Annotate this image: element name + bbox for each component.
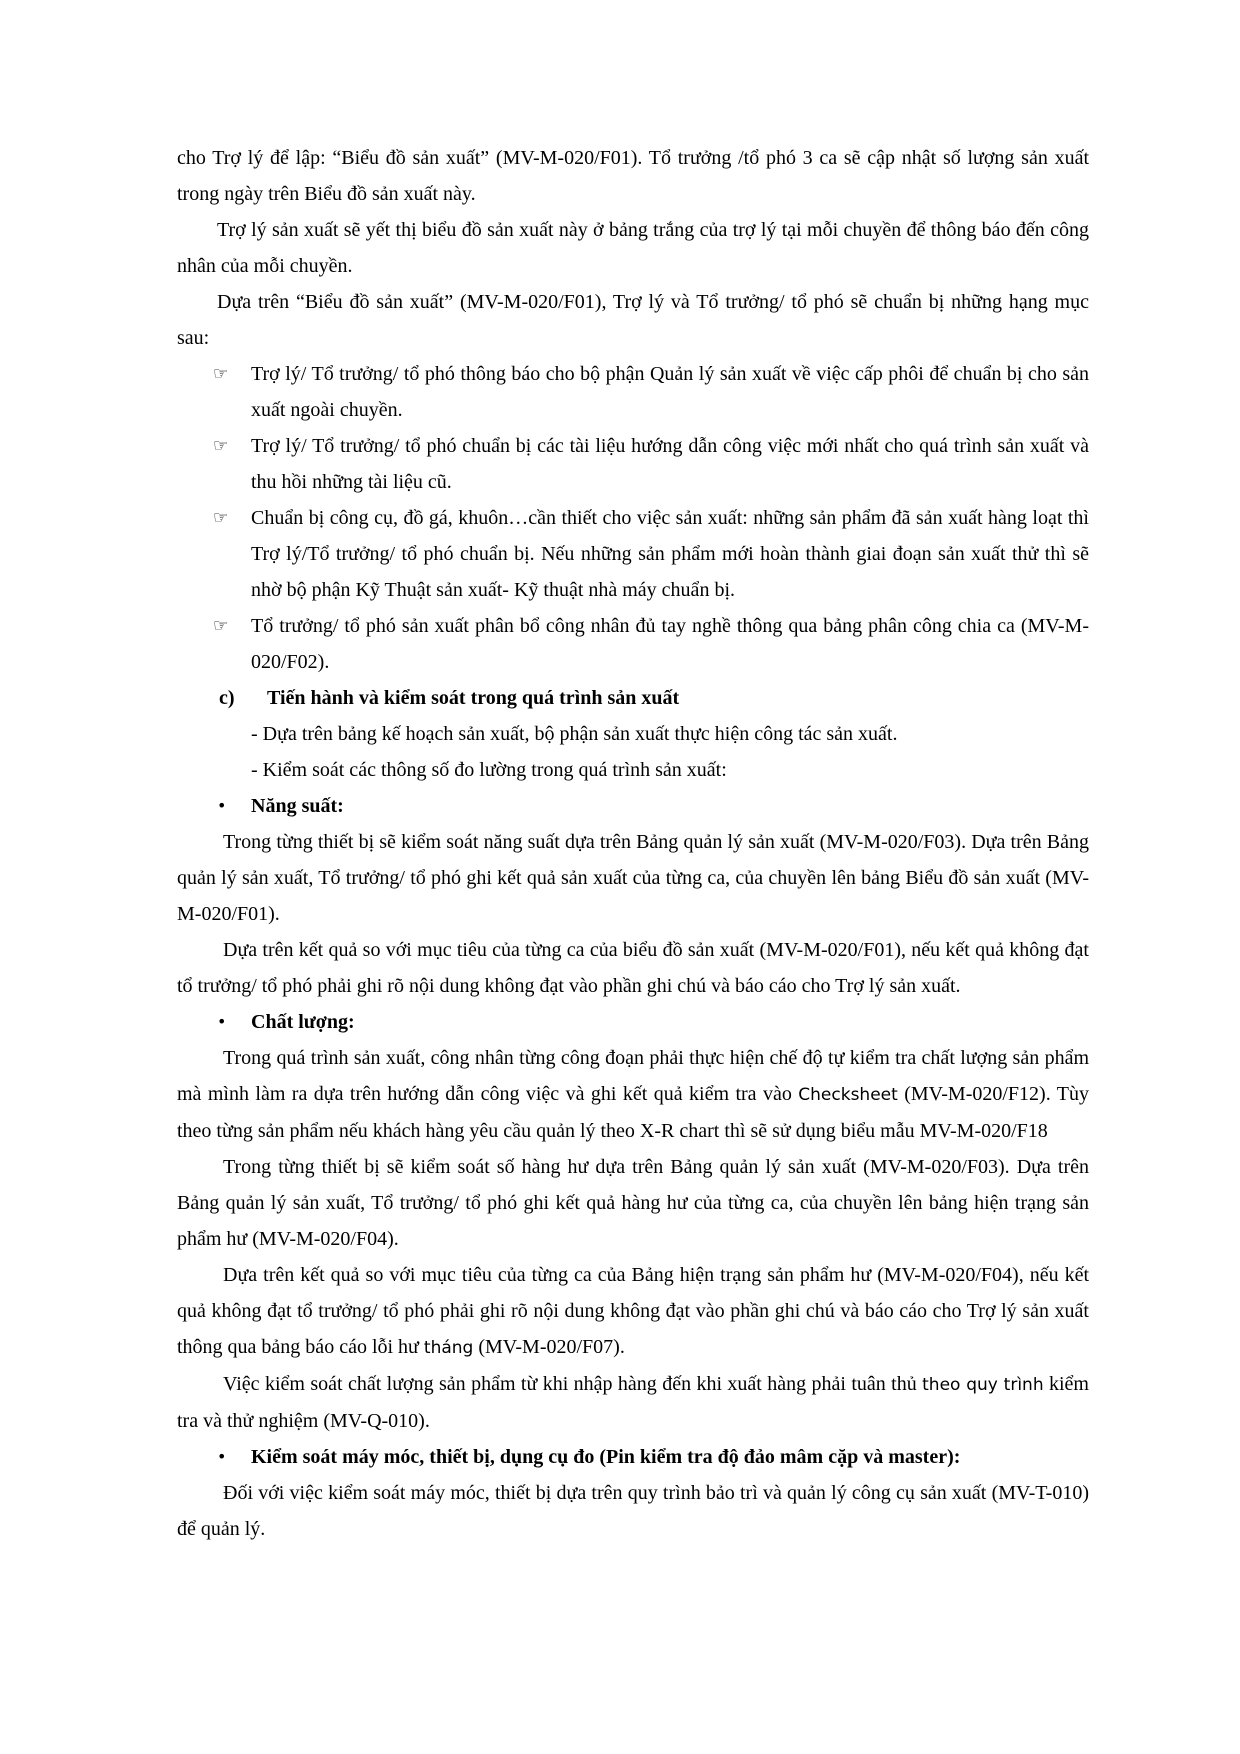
paragraph bbox=[177, 1040, 1089, 1149]
text-run: (MV-M-020/F12). Tùy theo từng sản phẩm nếu khách hàng yêu cầu quản lý theo X-R chart thì sẽ sử dụng biểu mẫu MV-M-020/F18 bbox=[177, 1083, 1089, 1142]
subheading-text: Kiểm soát máy móc, thiết bị, dụng cụ đo (Pin kiểm tra độ đảo mâm cặp và master): bbox=[251, 1446, 961, 1468]
paragraph: Trong từng thiết bị sẽ kiểm soát số hàng hư dựa trên Bảng quản lý sản xuất (MV-M-020/F03). Dựa trên Bảng quản lý sản xuất, Tổ trưởng/ tổ phó ghi kết quả hàng hư của từng ca, của chuyền lên bảng hiện trạng sản phẩm hư (MV-M-020/F04). bbox=[177, 1156, 1089, 1250]
paragraph bbox=[177, 1257, 1089, 1366]
paragraph: cho Trợ lý để lập: “Biểu đồ sản xuất” (MV-M-020/F01). Tổ trưởng /tổ phó 3 ca sẽ cập nhật số lượng sản xuất trong ngày trên Biểu đồ sản xuất này. bbox=[177, 147, 1089, 205]
section-heading bbox=[177, 680, 1089, 716]
document-body bbox=[177, 140, 1089, 1547]
paragraph: Đối với việc kiểm soát máy móc, thiết bị dựa trên quy trình bảo trì và quản lý công cụ sản xuất (MV-T-010) để quản lý. bbox=[177, 1482, 1089, 1540]
dash-item: - Kiểm soát các thông số đo lường trong quá trình sản xuất: bbox=[251, 759, 727, 781]
pointing-hand-icon: ☞ bbox=[213, 364, 229, 384]
subheading-chat-luong bbox=[177, 1004, 1089, 1040]
paragraph bbox=[177, 1366, 1089, 1439]
pointer-list-item bbox=[177, 608, 1089, 680]
paragraph: Dựa trên “Biểu đồ sản xuất” (MV-M-020/F01), Trợ lý và Tổ trưởng/ tổ phó sẽ chuẩn bị những hạng mục sau: bbox=[177, 291, 1089, 349]
text-run: kiểm tra và thử nghiệm (MV-Q-010). bbox=[177, 1373, 1089, 1432]
text-run: Trong quá trình sản xuất, công nhân từng công đoạn phải thực hiện chế độ tự kiểm tra chất lượng sản phẩm mà mình làm ra dựa trên hướng dẫn công việc và ghi kết quả kiểm tra vào bbox=[177, 1047, 1089, 1105]
pointer-list-item bbox=[177, 356, 1089, 428]
pointer-list-item bbox=[177, 500, 1089, 608]
text-run: (MV-M-020/F07). bbox=[473, 1336, 625, 1358]
section-title: Tiến hành và kiểm soát trong quá trình sản xuất bbox=[267, 687, 680, 709]
paragraph: Trong từng thiết bị sẽ kiểm soát năng suất dựa trên Bảng quản lý sản xuất (MV-M-020/F03). Dựa trên Bảng quản lý sản xuất, Tổ trưởng/ tổ phó ghi kết quả sản xuất của từng ca, của chuyền lên bảng Biểu đồ sản xuất (MV-M-020/F01). bbox=[177, 831, 1089, 925]
text-run: Checksheet bbox=[798, 1085, 898, 1105]
dash-item: - Dựa trên bảng kế hoạch sản xuất, bộ phận sản xuất thực hiện công tác sản xuất. bbox=[251, 723, 898, 745]
bullet-dot-icon: • bbox=[217, 1447, 227, 1466]
text-run: tháng bbox=[423, 1338, 474, 1358]
text-run: Việc kiểm soát chất lượng sản phẩm từ khi nhập hàng đến khi xuất hàng phải tuân thủ bbox=[223, 1373, 923, 1395]
text-run: Dựa trên kết quả so với mục tiêu của từng ca của Bảng hiện trạng sản phẩm hư (MV-M-020/F04), nếu kết quả không đạt tổ trưởng/ tổ phó phải ghi rõ nội dung không đạt vào phần ghi chú và báo cáo cho Trợ lý sản xuất thông qua bảng báo cáo lỗi hư bbox=[177, 1264, 1089, 1358]
pointer-list-item bbox=[177, 428, 1089, 500]
list-item-text: Trợ lý/ Tổ trưởng/ tổ phó chuẩn bị các tài liệu hướng dẫn công việc mới nhất cho quá trình sản xuất và thu hồi những tài liệu cũ. bbox=[251, 435, 1089, 493]
subheading-text: Năng suất: bbox=[251, 795, 344, 817]
subheading-text: Chất lượng: bbox=[251, 1011, 355, 1033]
list-item-text: Trợ lý/ Tổ trưởng/ tổ phó thông báo cho bộ phận Quản lý sản xuất về việc cấp phôi để chuẩn bị cho sản xuất ngoài chuyền. bbox=[251, 363, 1089, 421]
paragraph: Trợ lý sản xuất sẽ yết thị biểu đồ sản xuất này ở bảng trắng của trợ lý tại mỗi chuyền để thông báo đến công nhân của mỗi chuyền. bbox=[177, 219, 1089, 277]
list-item-text: Tổ trưởng/ tổ phó sản xuất phân bổ công nhân đủ tay nghề thông qua bảng phân công chia ca (MV-M-020/F02). bbox=[251, 615, 1089, 673]
pointing-hand-icon: ☞ bbox=[213, 616, 229, 636]
list-item-text: Chuẩn bị công cụ, đồ gá, khuôn…cần thiết cho việc sản xuất: những sản phẩm đã sản xuất hàng loạt thì Trợ lý/Tổ trưởng/ tổ phó chuẩn bị. Nếu những sản phẩm mới hoàn thành giai đoạn sản xuất thử thì sẽ nhờ bộ phận Kỹ Thuật sản xuất- Kỹ thuật nhà máy chuẩn bị. bbox=[251, 507, 1089, 601]
bullet-dot-icon: • bbox=[217, 796, 227, 815]
bullet-dot-icon: • bbox=[217, 1012, 227, 1031]
pointing-hand-icon: ☞ bbox=[213, 508, 229, 528]
section-label: c) bbox=[219, 687, 235, 709]
subheading-may-moc bbox=[177, 1439, 1089, 1475]
text-run: theo quy trình bbox=[922, 1375, 1044, 1395]
pointing-hand-icon: ☞ bbox=[213, 436, 229, 456]
paragraph: Dựa trên kết quả so với mục tiêu của từng ca của biểu đồ sản xuất (MV-M-020/F01), nếu kết quả không đạt tổ trưởng/ tổ phó phải ghi rõ nội dung không đạt vào phần ghi chú và báo cáo cho Trợ lý sản xuất. bbox=[177, 939, 1089, 997]
subheading-nang-suat bbox=[177, 788, 1089, 824]
